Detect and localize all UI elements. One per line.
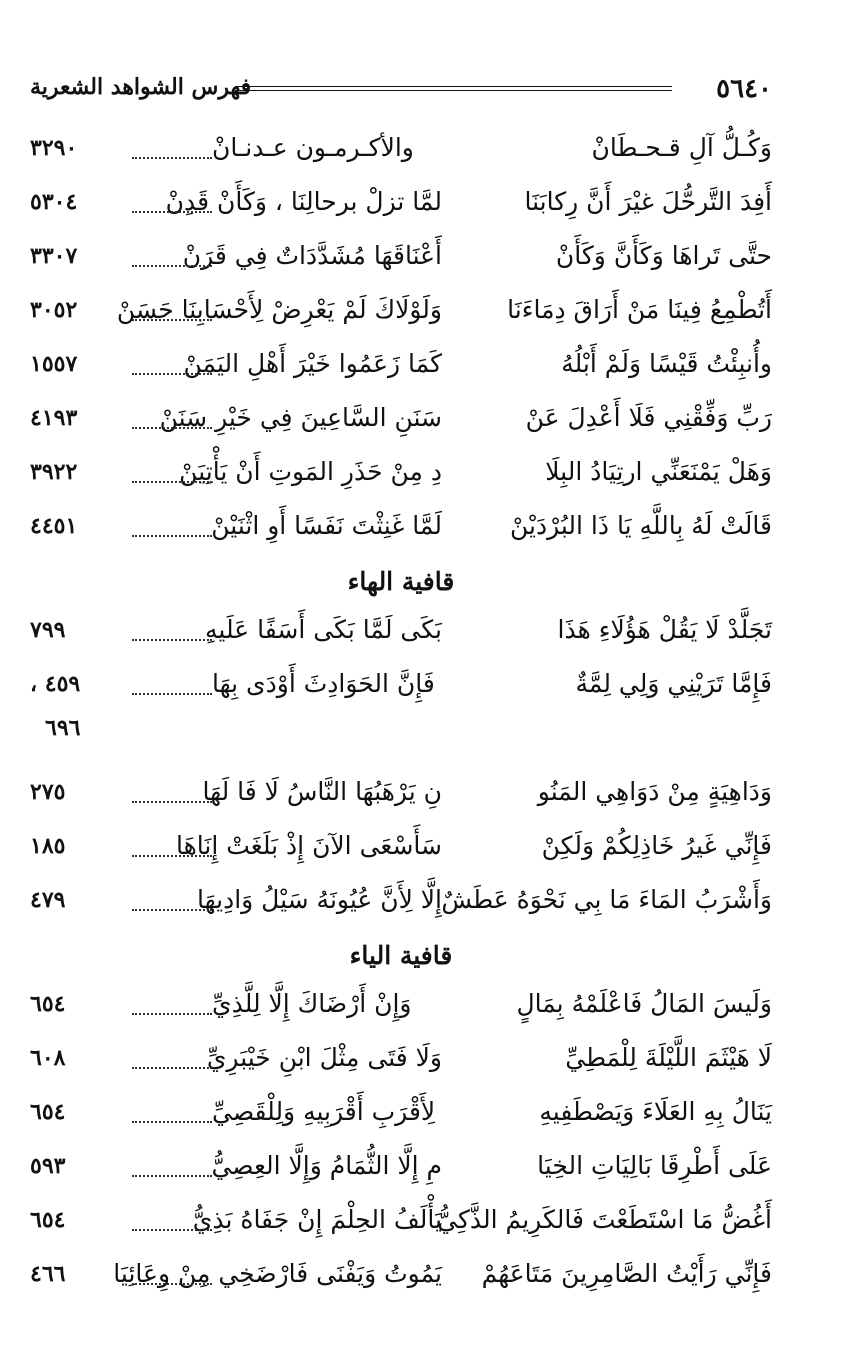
first-hemistich: وأُنبِئْتُ قَيْسًا وَلَمْ أَبْلُهُ (561, 349, 772, 378)
second-hemistich: وَلَا فَتَى مِثْلَ ابْنِ خَيْبَرِيِّ (206, 1043, 442, 1072)
reference-numbers: ٣٣٠٧ (30, 243, 78, 269)
verse-group-ha (30, 607, 772, 931)
second-hemistich: سَأَسْعَى الآنَ إِذْ بَلَغَتْ إِنَاهَا (175, 831, 442, 860)
dot-leader (132, 1107, 212, 1123)
first-hemistich: فَإِمَّا تَرَيْنِي وَلِي لِمَّةٌ (575, 669, 772, 698)
dot-leader (132, 521, 212, 537)
first-hemistich: عَلَى أَطْرِقَا بَالِيَاتِ الخِيَا (537, 1151, 772, 1180)
reference-numbers: ٥٩٣ (30, 1153, 66, 1179)
first-hemistich: وَهَلْ يَمْنَعَنِّي ارتِيَادُ البِلَا (545, 457, 772, 486)
first-hemistich: وَكُـلُّ آلِ قـحـطَانْ (591, 133, 772, 162)
dot-leader (132, 625, 212, 641)
dot-leader (132, 1269, 212, 1285)
second-hemistich: إِلَّا لِأَنَّ عُيُونَهُ سَيْلُ وَادِيهَا (196, 885, 442, 914)
second-hemistich: وَلَوْلَاكَ لَمْ يَعْرِضْ لِأَحْسَابِنَا حَسَنْ (116, 295, 442, 324)
dot-leader (132, 359, 212, 375)
dot-leader (132, 999, 212, 1015)
reference-numbers: ٢٧٥ (30, 779, 66, 805)
verse-row (30, 607, 772, 661)
first-hemistich: فَإِنِّي غَيرُ خَاذِلِكُمْ وَلَكِنْ (541, 831, 772, 860)
verse-row (30, 981, 772, 1035)
verse-row (30, 1197, 772, 1251)
verse-row (30, 1089, 772, 1143)
second-hemistich: نِ يَرْهَبُهَا النَّاسُ لَا فَا لَهَا (202, 777, 442, 806)
dot-leader (132, 787, 212, 803)
first-hemistich: أَغُضُّ مَا اسْتَطَعْتَ فَالكَرِيمُ الذَّكِيُّ (437, 1205, 772, 1234)
first-hemistich: وَلَيسَ المَالُ فَاعْلَمْهُ بِمَالٍ (516, 989, 772, 1018)
dot-leader (132, 1053, 212, 1069)
first-hemistich: يَنَالُ بِهِ العَلَاءَ وَيَصْطَفِيهِ (539, 1097, 772, 1126)
verse-row (30, 877, 772, 931)
verse-group-nun (30, 125, 772, 557)
reference-numbers: ١٨٥ (30, 833, 66, 859)
second-hemistich: والأكـرمـون عـدنـانْ (212, 133, 414, 162)
verse-index (30, 125, 772, 1305)
dot-leader (132, 197, 212, 213)
header-rule (235, 86, 672, 91)
verse-row (30, 503, 772, 557)
first-hemistich: لَا هَيْثَمَ اللَّيْلَةَ لِلْمَطِيِّ (565, 1043, 772, 1072)
verse-row (30, 769, 772, 823)
verse-row (30, 449, 772, 503)
dot-leader (132, 679, 212, 695)
page-number: ٥٦٤٠ (716, 74, 772, 104)
verse-row (30, 125, 772, 179)
reference-numbers: ٦٥٤ (30, 1207, 66, 1233)
dot-leader (132, 467, 212, 483)
second-hemistich: يَأْلَفُ الحِلْمَ إِنْ جَفَاهُ بَذِيُّ (192, 1205, 442, 1234)
first-hemistich: وَأَشْرَبُ المَاءَ مَا بِي نَحْوَهُ عَطَشٌ (441, 885, 772, 914)
first-hemistich: فَإِنِّي رَأَيْتُ الصَّامِرِينَ مَتَاعَهُمْ (481, 1259, 772, 1288)
verse-row (30, 179, 772, 233)
second-hemistich: سَنَنِ السَّاعِينَ فِي خَيْرِ سَنَنْ (159, 403, 442, 432)
verse-row (30, 341, 772, 395)
reference-numbers: ١٥٥٧ (30, 351, 78, 377)
page-header (30, 70, 772, 110)
dot-leader (132, 1215, 212, 1231)
first-hemistich: أَتُطْمِعُ فِينَا مَنْ أَرَاقَ دِمَاءَنَا (507, 295, 772, 324)
dot-leader (132, 1161, 212, 1177)
second-hemistich: مِ إِلَّا الثُّمَامُ وَإِلَّا العِصِيُّ (211, 1151, 442, 1180)
section-heading-ha: قافية الهاء (347, 567, 455, 596)
verse-row (30, 395, 772, 449)
dot-leader (132, 305, 212, 321)
running-title: فهرس الشواهد الشعرية (30, 74, 252, 100)
second-hemistich: لمَّا تزلْ برحالِنَا ، وَكَأَنْ قَدِنْ (165, 187, 442, 216)
second-hemistich: لَمَّا غَنِثْتَ نَفَسًا أَوِ اثْنَيْنْ (211, 511, 442, 540)
first-hemistich: وَدَاهِيَةٍ مِنْ دَوَاهِي المَنُو (537, 777, 772, 806)
verse-row (30, 823, 772, 877)
verse-row (30, 1035, 772, 1089)
second-hemistich: كَمَا زَعَمُوا خَيْرَ أَهْلِ اليَمَنْ (183, 349, 442, 378)
first-hemistich: أَفِدَ التَّرحُّلَ غيْرَ أَنَّ رِكابَنَا (524, 187, 772, 216)
first-hemistich: تَجَلَّدْ لَا يَقُلْ هَؤُلَاءِ هَذَا (557, 615, 772, 644)
verse-row (30, 1143, 772, 1197)
reference-numbers: ٤٥٩ ، (30, 671, 81, 697)
second-hemistich: أَعْنَاقَهَا مُشَدَّدَاتٌ فِي قَرَنْ (182, 241, 442, 270)
second-hemistich: لِأَقْرَبِ أَقْرَبِيهِ وَلِلْقَصِيِّ (212, 1097, 436, 1126)
reference-numbers: ٣٢٩٠ (30, 135, 78, 161)
dot-leader (132, 413, 212, 429)
second-hemistich: يَمُوتُ وَيَفْنَى فَارْضَخِي مِنْ وِعَائِيَا (113, 1259, 442, 1288)
reference-numbers: ٤٧٩ (30, 887, 66, 913)
reference-numbers: ٧٩٩ (30, 617, 66, 643)
reference-numbers: ٥٣٠٤ (30, 189, 78, 215)
first-hemistich: حتَّى تَراهَا وَكَأَنَّ وَكَأَنْ (555, 241, 772, 270)
verse-row (30, 233, 772, 287)
dot-leader (132, 841, 212, 857)
dot-leader (132, 251, 212, 267)
first-hemistich: قَالَتْ لَهُ بِاللَّهِ يَا ذَا البُرْدَيْنْ (509, 511, 772, 540)
reference-numbers: ٣٠٥٢ (30, 297, 78, 323)
reference-numbers: ٤٦٦ (30, 1261, 66, 1287)
second-hemistich: بَكَى لَمَّا بَكَى أَسَفًا عَلَيهِ (205, 615, 442, 644)
second-hemistich: وَإِنْ أَرْضَاكَ إِلَّا لِلَّذِيِّ (212, 989, 412, 1018)
reference-numbers: ٦٥٤ (30, 1099, 66, 1125)
reference-numbers: ٦٠٨ (30, 1045, 66, 1071)
dot-leader (132, 895, 212, 911)
second-hemistich: فَإِنَّ الحَوَادِثَ أَوْدَى بِهَا (212, 669, 435, 698)
verse-row (30, 287, 772, 341)
verse-row (30, 661, 772, 769)
reference-numbers: ٣٩٢٢ (30, 459, 78, 485)
reference-numbers-continued: ٦٩٦ (45, 715, 81, 741)
section-heading-ya: قافية الياء (349, 941, 453, 970)
first-hemistich: رَبِّ وَفِّقْنِي فَلَا أَعْدِلَ عَنْ (525, 403, 772, 432)
reference-numbers: ٦٥٤ (30, 991, 66, 1017)
reference-numbers: ٤١٩٣ (30, 405, 78, 431)
verse-row (30, 1251, 772, 1305)
dot-leader (132, 143, 212, 159)
reference-numbers: ٤٤٥١ (30, 513, 78, 539)
second-hemistich: دِ مِنْ حَذَرِ المَوتِ أَنْ يَأْتِيَنْ (179, 457, 442, 486)
verse-group-ya (30, 981, 772, 1305)
